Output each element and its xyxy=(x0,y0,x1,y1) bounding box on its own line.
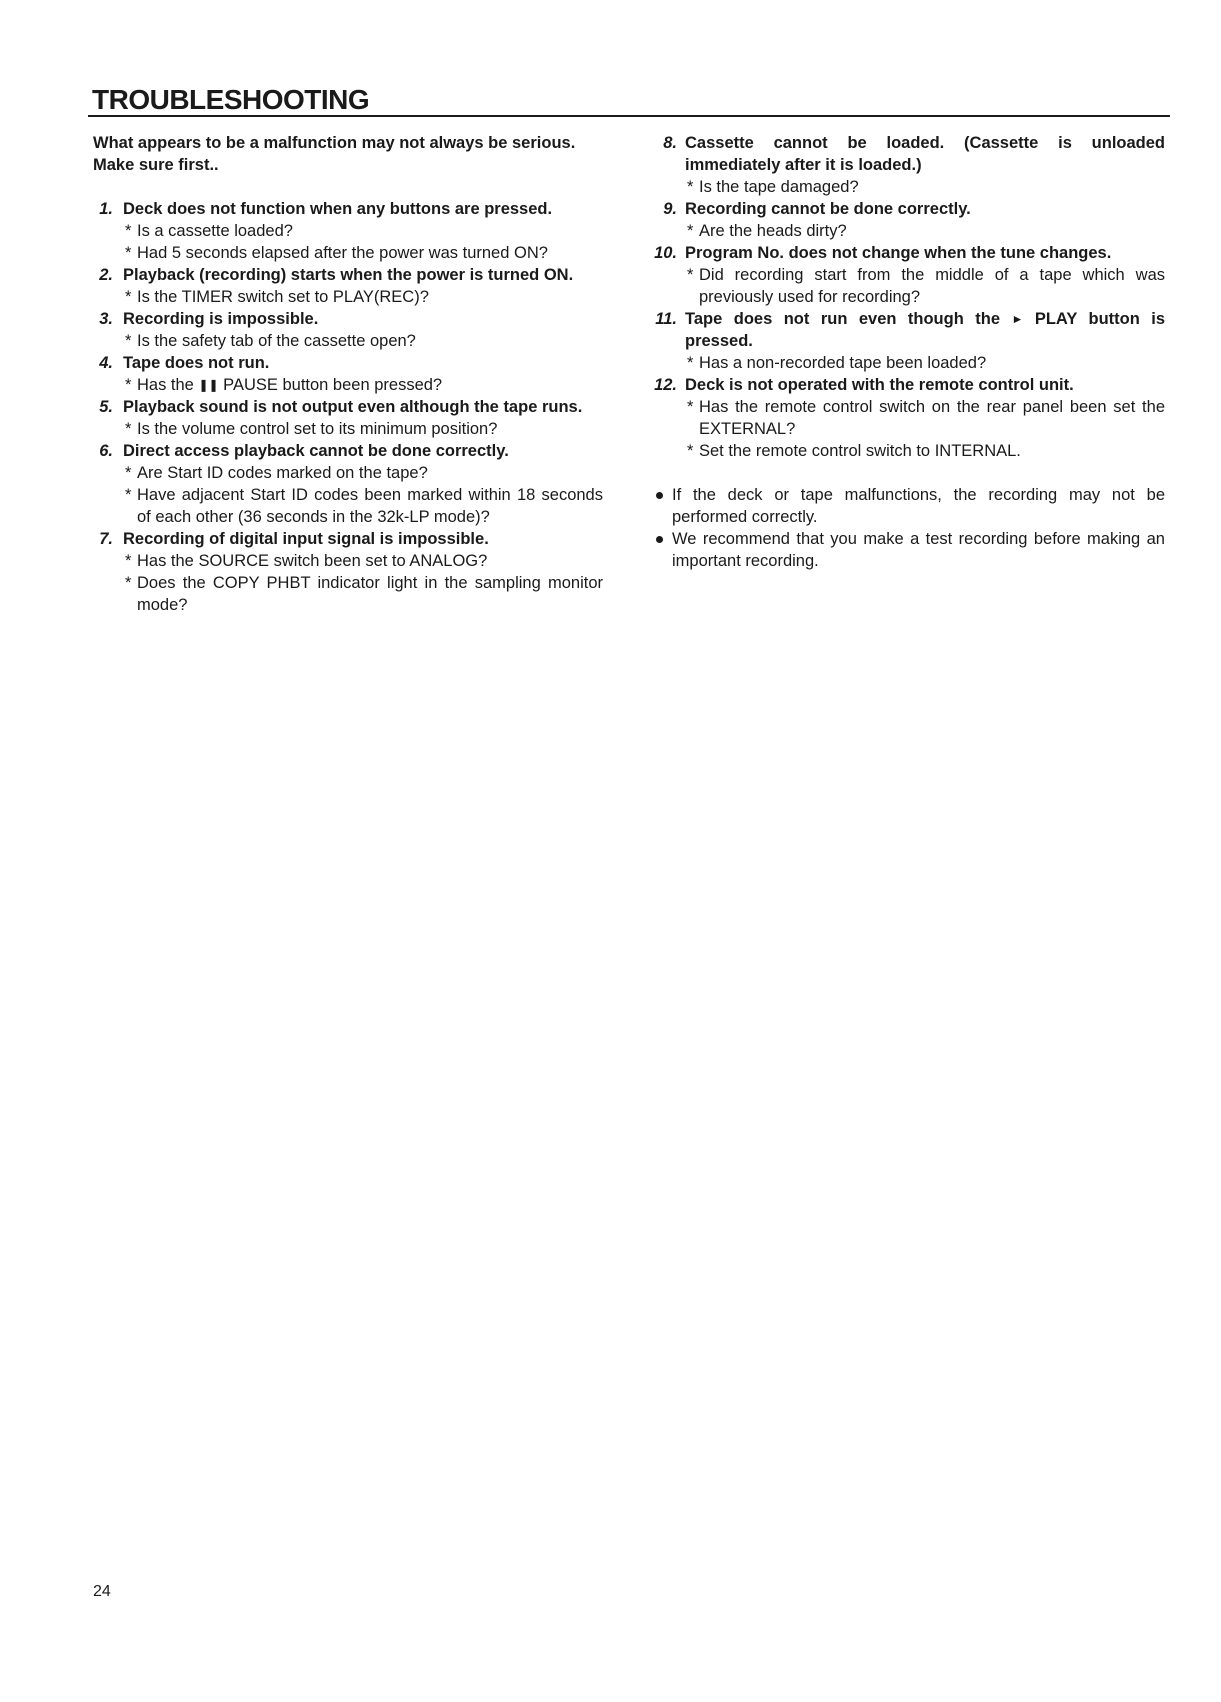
page-title: TROUBLESHOOTING xyxy=(92,84,370,115)
title-rule xyxy=(88,115,1170,117)
item-checks xyxy=(123,374,603,396)
item-number: 6. xyxy=(99,442,113,460)
item-question: Playback sound is not output even although the tape runs. xyxy=(123,398,583,416)
item-question: Recording cannot be done correctly. xyxy=(685,200,971,218)
trouble-item-5 xyxy=(93,396,603,440)
item-number: 9. xyxy=(663,200,677,218)
trouble-item-11 xyxy=(655,308,1165,374)
trouble-item-3 xyxy=(93,308,603,352)
notes-list xyxy=(655,484,1165,572)
item-check: * Does the COPY PHBT indicator light in the sampling monitor mode? xyxy=(123,572,603,616)
item-checks xyxy=(685,396,1165,462)
item-checks xyxy=(123,418,603,440)
item-check: * Are the heads dirty? xyxy=(685,220,1165,242)
trouble-item-6 xyxy=(93,440,603,528)
item-question: Direct access playback cannot be done correctly. xyxy=(123,442,509,460)
item-check: * Are Start ID codes marked on the tape? xyxy=(123,462,603,484)
trouble-item-12 xyxy=(655,374,1165,462)
page-number: 24 xyxy=(93,1583,111,1600)
item-number: 12. xyxy=(654,376,677,394)
item-checks xyxy=(685,264,1165,308)
item-checks xyxy=(123,220,603,264)
item-question: Recording is impossible. xyxy=(123,310,319,328)
item-checks xyxy=(685,220,1165,242)
item-checks xyxy=(123,550,603,616)
item-check: * Has a non-recorded tape been loaded? xyxy=(685,352,1165,374)
item-number: 11. xyxy=(655,310,677,328)
item-question: Recording of digital input signal is impossible. xyxy=(123,530,489,548)
trouble-item-7 xyxy=(93,528,603,616)
note-item: If the deck or tape malfunctions, the recording may not be performed correctly. xyxy=(655,484,1165,528)
item-check: * Had 5 seconds elapsed after the power was turned ON? xyxy=(123,242,603,264)
intro-line-2: Make sure first.. xyxy=(93,156,219,174)
item-check: * Have adjacent Start ID codes been marked within 18 seconds of each other (36 seconds in the 32k-LP mode)? xyxy=(123,484,603,528)
trouble-item-8 xyxy=(655,132,1165,198)
item-number: 3. xyxy=(99,310,113,328)
item-checks xyxy=(123,462,603,528)
item-check: * Has the remote control switch on the rear panel been set the EXTERNAL? xyxy=(685,396,1165,440)
item-question: Deck does not function when any buttons are pressed. xyxy=(123,200,553,218)
right-column xyxy=(655,132,1165,572)
item-number: 4. xyxy=(99,354,113,372)
item-check: * Did recording start from the middle of a tape which was previously used for recording? xyxy=(685,264,1165,308)
item-number: 5. xyxy=(99,398,113,416)
item-question: Playback (recording) starts when the power is turned ON. xyxy=(123,266,574,284)
item-check: * Is the safety tab of the cassette open? xyxy=(123,330,603,352)
trouble-item-2 xyxy=(93,264,603,308)
item-check xyxy=(123,374,603,396)
intro-line-1: What appears to be a malfunction may not always be serious. xyxy=(93,134,576,152)
trouble-item-10 xyxy=(655,242,1165,308)
item-check: * Is the tape damaged? xyxy=(685,176,1165,198)
item-check: * Is a cassette loaded? xyxy=(123,220,603,242)
item-question: Tape does not run. xyxy=(123,354,270,372)
item-checks xyxy=(685,352,1165,374)
check-text-post: PAUSE button been pressed? xyxy=(223,376,443,394)
item-number: 7. xyxy=(99,530,113,548)
item-number: 10. xyxy=(654,244,677,262)
left-column xyxy=(93,132,603,616)
item-question: Deck is not operated with the remote control unit. xyxy=(685,376,1074,394)
item-check: * Is the TIMER switch set to PLAY(REC)? xyxy=(123,286,603,308)
item-checks xyxy=(685,176,1165,198)
trouble-item-1 xyxy=(93,198,603,264)
play-icon: ► xyxy=(1011,312,1024,326)
item-number: 2. xyxy=(99,266,113,284)
question-text-pre: Tape does not run even though the xyxy=(685,310,1001,328)
check-text-pre: Has the xyxy=(137,376,194,394)
item-question: Cassette cannot be loaded. (Cassette is unloaded immediately after it is loaded.) xyxy=(685,134,1165,174)
item-question: Program No. does not change when the tune changes. xyxy=(685,244,1112,262)
pause-icon: ❚❚ xyxy=(198,378,219,392)
intro-text xyxy=(93,132,603,176)
item-question xyxy=(685,308,1165,352)
item-number: 1. xyxy=(99,200,113,218)
item-checks xyxy=(123,330,603,352)
item-check: * Is the volume control set to its minimum position? xyxy=(123,418,603,440)
note-item: We recommend that you make a test recording before making an important recording. xyxy=(655,528,1165,572)
trouble-item-4 xyxy=(93,352,603,396)
question-text-post: PLAY button is pressed. xyxy=(685,310,1166,350)
item-number: 8. xyxy=(663,134,677,152)
item-check: * Has the SOURCE switch been set to ANALOG? xyxy=(123,550,603,572)
item-checks xyxy=(123,286,603,308)
trouble-item-9 xyxy=(655,198,1165,242)
item-check: * Set the remote control switch to INTERNAL. xyxy=(685,440,1165,462)
